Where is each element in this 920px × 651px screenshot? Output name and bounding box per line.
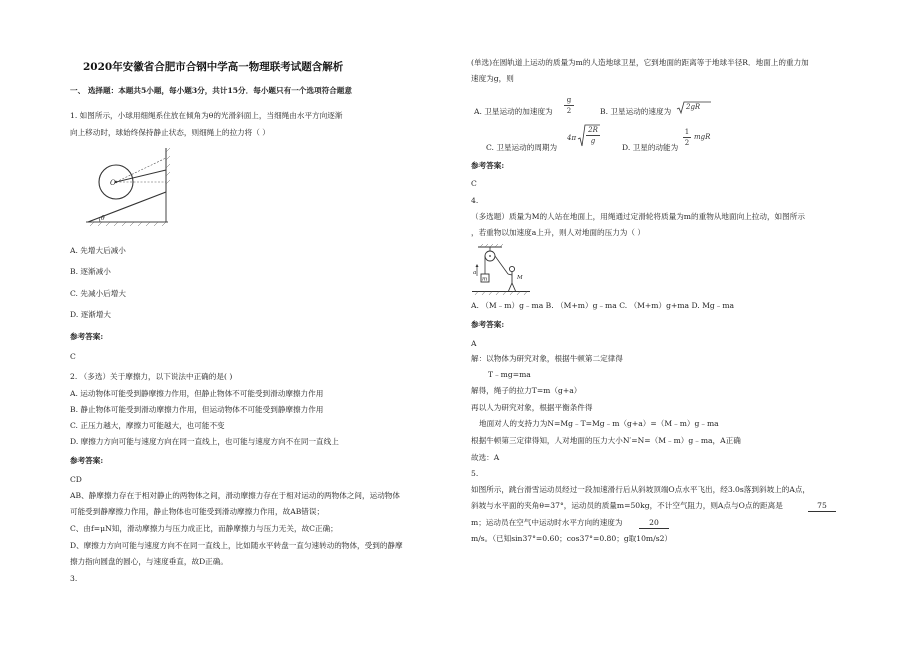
q4-stem-line1: （多选题）质量为M的人站在地面上，用绳通过定滑轮将质量为m的重物从地面向上拉动，如图所示 <box>471 212 805 221</box>
q5-stem-line1: 如图所示，跳台滑雪运动员经过一段加速滑行后从斜坡顶端O点水平飞出，经3.0s落到斜坡上的A点， <box>471 485 811 494</box>
q2-option-b: B. 静止物体可能受到滑动摩擦力作用，但运动物体不可能受到静摩擦力作用 <box>70 405 324 414</box>
q4-expl-line1: 解：以物体为研究对象，根据牛顿第二定律得 <box>471 354 623 363</box>
q3-d-denominator: 2 <box>684 139 690 147</box>
q3-c-fraction-bar <box>586 135 600 136</box>
q3-a-numerator: g <box>566 96 572 104</box>
q5-stem-line4: m/s。（已知sin37°=0.60；cos37°=0.80；g取10m/s2） <box>471 534 673 543</box>
q3-option-b: B. 卫星运动的速度为 <box>600 107 672 116</box>
label-o: O <box>110 179 116 187</box>
label-theta: θ <box>101 215 105 222</box>
q4-expl-line2: T﹣mg=ma <box>488 370 531 379</box>
q4-expl-line7: 故选：A <box>471 453 500 462</box>
q2-expl-line4: D、摩擦力方向可能与速度方向不在同一直线上，比如随水平转盘一直匀速转动的物体，受到的静摩 <box>70 541 403 550</box>
q5-blank-speed: 20 <box>649 518 659 527</box>
q3-option-d: D. 卫星的动能为 <box>622 143 679 152</box>
q3-stem-line1: (单选)在圆轨道上运动的质量为m的人造地球卫星，它到地面的距离等于地球半径R．地面上的重力加 <box>471 58 809 67</box>
q3-answer-label: 参考答案: <box>471 161 505 170</box>
incline-ground <box>86 192 168 226</box>
person-icon <box>508 266 516 291</box>
q3-number: 3. <box>70 574 78 583</box>
q4-pulley-figure <box>472 244 530 296</box>
q1-incline-figure <box>86 148 168 226</box>
q3-answer: C <box>471 179 477 188</box>
label-a: a <box>473 270 477 276</box>
label-M: M <box>517 275 523 281</box>
q5-blank-speed-underline <box>639 528 669 529</box>
q3-d-tail: mgR <box>694 133 711 141</box>
q3-c-numerator: 2R <box>588 126 598 134</box>
q5-number: 5. <box>471 469 479 478</box>
q3-d-fraction-bar <box>683 137 691 138</box>
q1-stem-line2: 向上移动时，球始终保持静止状态，则细绳上的拉力将（ ） <box>70 128 270 137</box>
q1-answer-label: 参考答案: <box>70 332 104 341</box>
q5-blank-distance-underline <box>808 511 836 512</box>
q1-option-b: B. 逐渐减小 <box>70 267 111 276</box>
label-m: m <box>482 276 488 283</box>
wall <box>166 148 170 192</box>
q5-stem-line2: 斜坡与水平面的夹角θ=37°，运动员的质量m=50kg，不计空气阻力，则A点与O点的距离是 <box>471 501 783 510</box>
q3-b-radicand: 2gR <box>686 103 701 111</box>
q4-options: A. （M﹣m）g﹣ma B. （M+m）g﹣ma C. （M+m）g+ma D. Mg﹣ma <box>471 301 735 310</box>
q4-expl-line3: 解得，绳子的拉力T=m（g+a） <box>471 386 582 395</box>
q3-c-denominator: g <box>590 137 596 145</box>
q2-expl-line3: C、由f=μN知，滑动摩擦力与压力成正比，而静摩擦力与压力无关，故C正确； <box>70 524 338 533</box>
q3-a-denominator: 2 <box>566 107 572 115</box>
q4-stem-line2: ，若重物以加速度a上升，则人对地面的压力为（ ） <box>471 228 646 237</box>
q1-option-a: A. 先增大后减小 <box>70 246 126 255</box>
q2-expl-line1: AB、静摩擦力存在于相对静止的两物体之间，滑动摩擦力存在于相对运动的两物体之间，运动物体 <box>70 491 400 500</box>
q3-option-a: A. 卫星运动的加速度为 <box>474 107 553 116</box>
q3-a-fraction-bar <box>564 105 574 106</box>
q4-answer: A <box>471 339 477 348</box>
q3-option-c: C. 卫星运动的周期为 <box>486 143 558 152</box>
q1-answer: C <box>70 352 76 361</box>
q4-expl-line5: 地面对人的支持力为N=Mg﹣T=Mg﹣m（g+a）=（M﹣m）g﹣ma <box>479 419 719 428</box>
q4-answer-label: 参考答案: <box>471 320 505 329</box>
q2-expl-line2: 可能受到静摩擦力作用，静止物体也可能受到滑动摩擦力作用，故AB错误； <box>70 507 325 516</box>
q3-d-numerator: 1 <box>684 128 690 136</box>
q2-option-c: C. 正压力越大，摩擦力可能越大，也可能不变 <box>70 421 225 430</box>
rope <box>495 256 508 274</box>
q1-option-d: D. 逐渐增大 <box>70 310 112 319</box>
q4-number: 4. <box>471 196 479 205</box>
q4-expl-line4: 再以人为研究对象，根据平衡条件得 <box>471 403 593 412</box>
q3-stem-line2: 速度为g，则 <box>471 74 514 83</box>
q2-option-a: A. 运动物体可能受到静摩擦力作用，但静止物体不可能受到滑动摩擦力作用 <box>70 389 324 398</box>
q2-option-d: D. 摩擦力方向可能与速度方向在同一直线上，也可能与速度方向不在同一直线上 <box>70 437 339 446</box>
q2-expl-line5: 擦力指向圆盘的圆心，与速度垂直，故D正确。 <box>70 557 228 566</box>
q4-expl-line6: 根据牛顿第三定律得知，人对地面的压力大小N′=N=（M﹣m）g﹣ma，A正确 <box>471 436 741 445</box>
q1-stem-line1: 1. 如图所示，小球用细绳系住放在倾角为θ的光滑斜面上，当细绳由水平方向逐渐 <box>70 111 343 120</box>
ceiling <box>478 244 503 247</box>
section-heading: 一、 选择题：本题共5小题，每小题3分，共计15分．每小题只有一个选项符合题意 <box>70 86 352 95</box>
q2-answer-label: 参考答案: <box>70 456 104 465</box>
q2-stem: 2. （多选）关于摩擦力，以下说法中正确的是( ) <box>70 372 233 381</box>
q5-stem-line3: m；运动员在空气中运动时水平方向的速度为 <box>471 518 623 527</box>
q1-option-c: C. 先减小后增大 <box>70 289 126 298</box>
q2-answer: CD <box>70 475 82 484</box>
q5-blank-distance: 75 <box>817 501 827 510</box>
page-title: 2020年安徽省合肥市合钢中学高一物理联考试题含解析 <box>83 61 344 73</box>
q3-c-prefix: 4π <box>567 134 577 142</box>
